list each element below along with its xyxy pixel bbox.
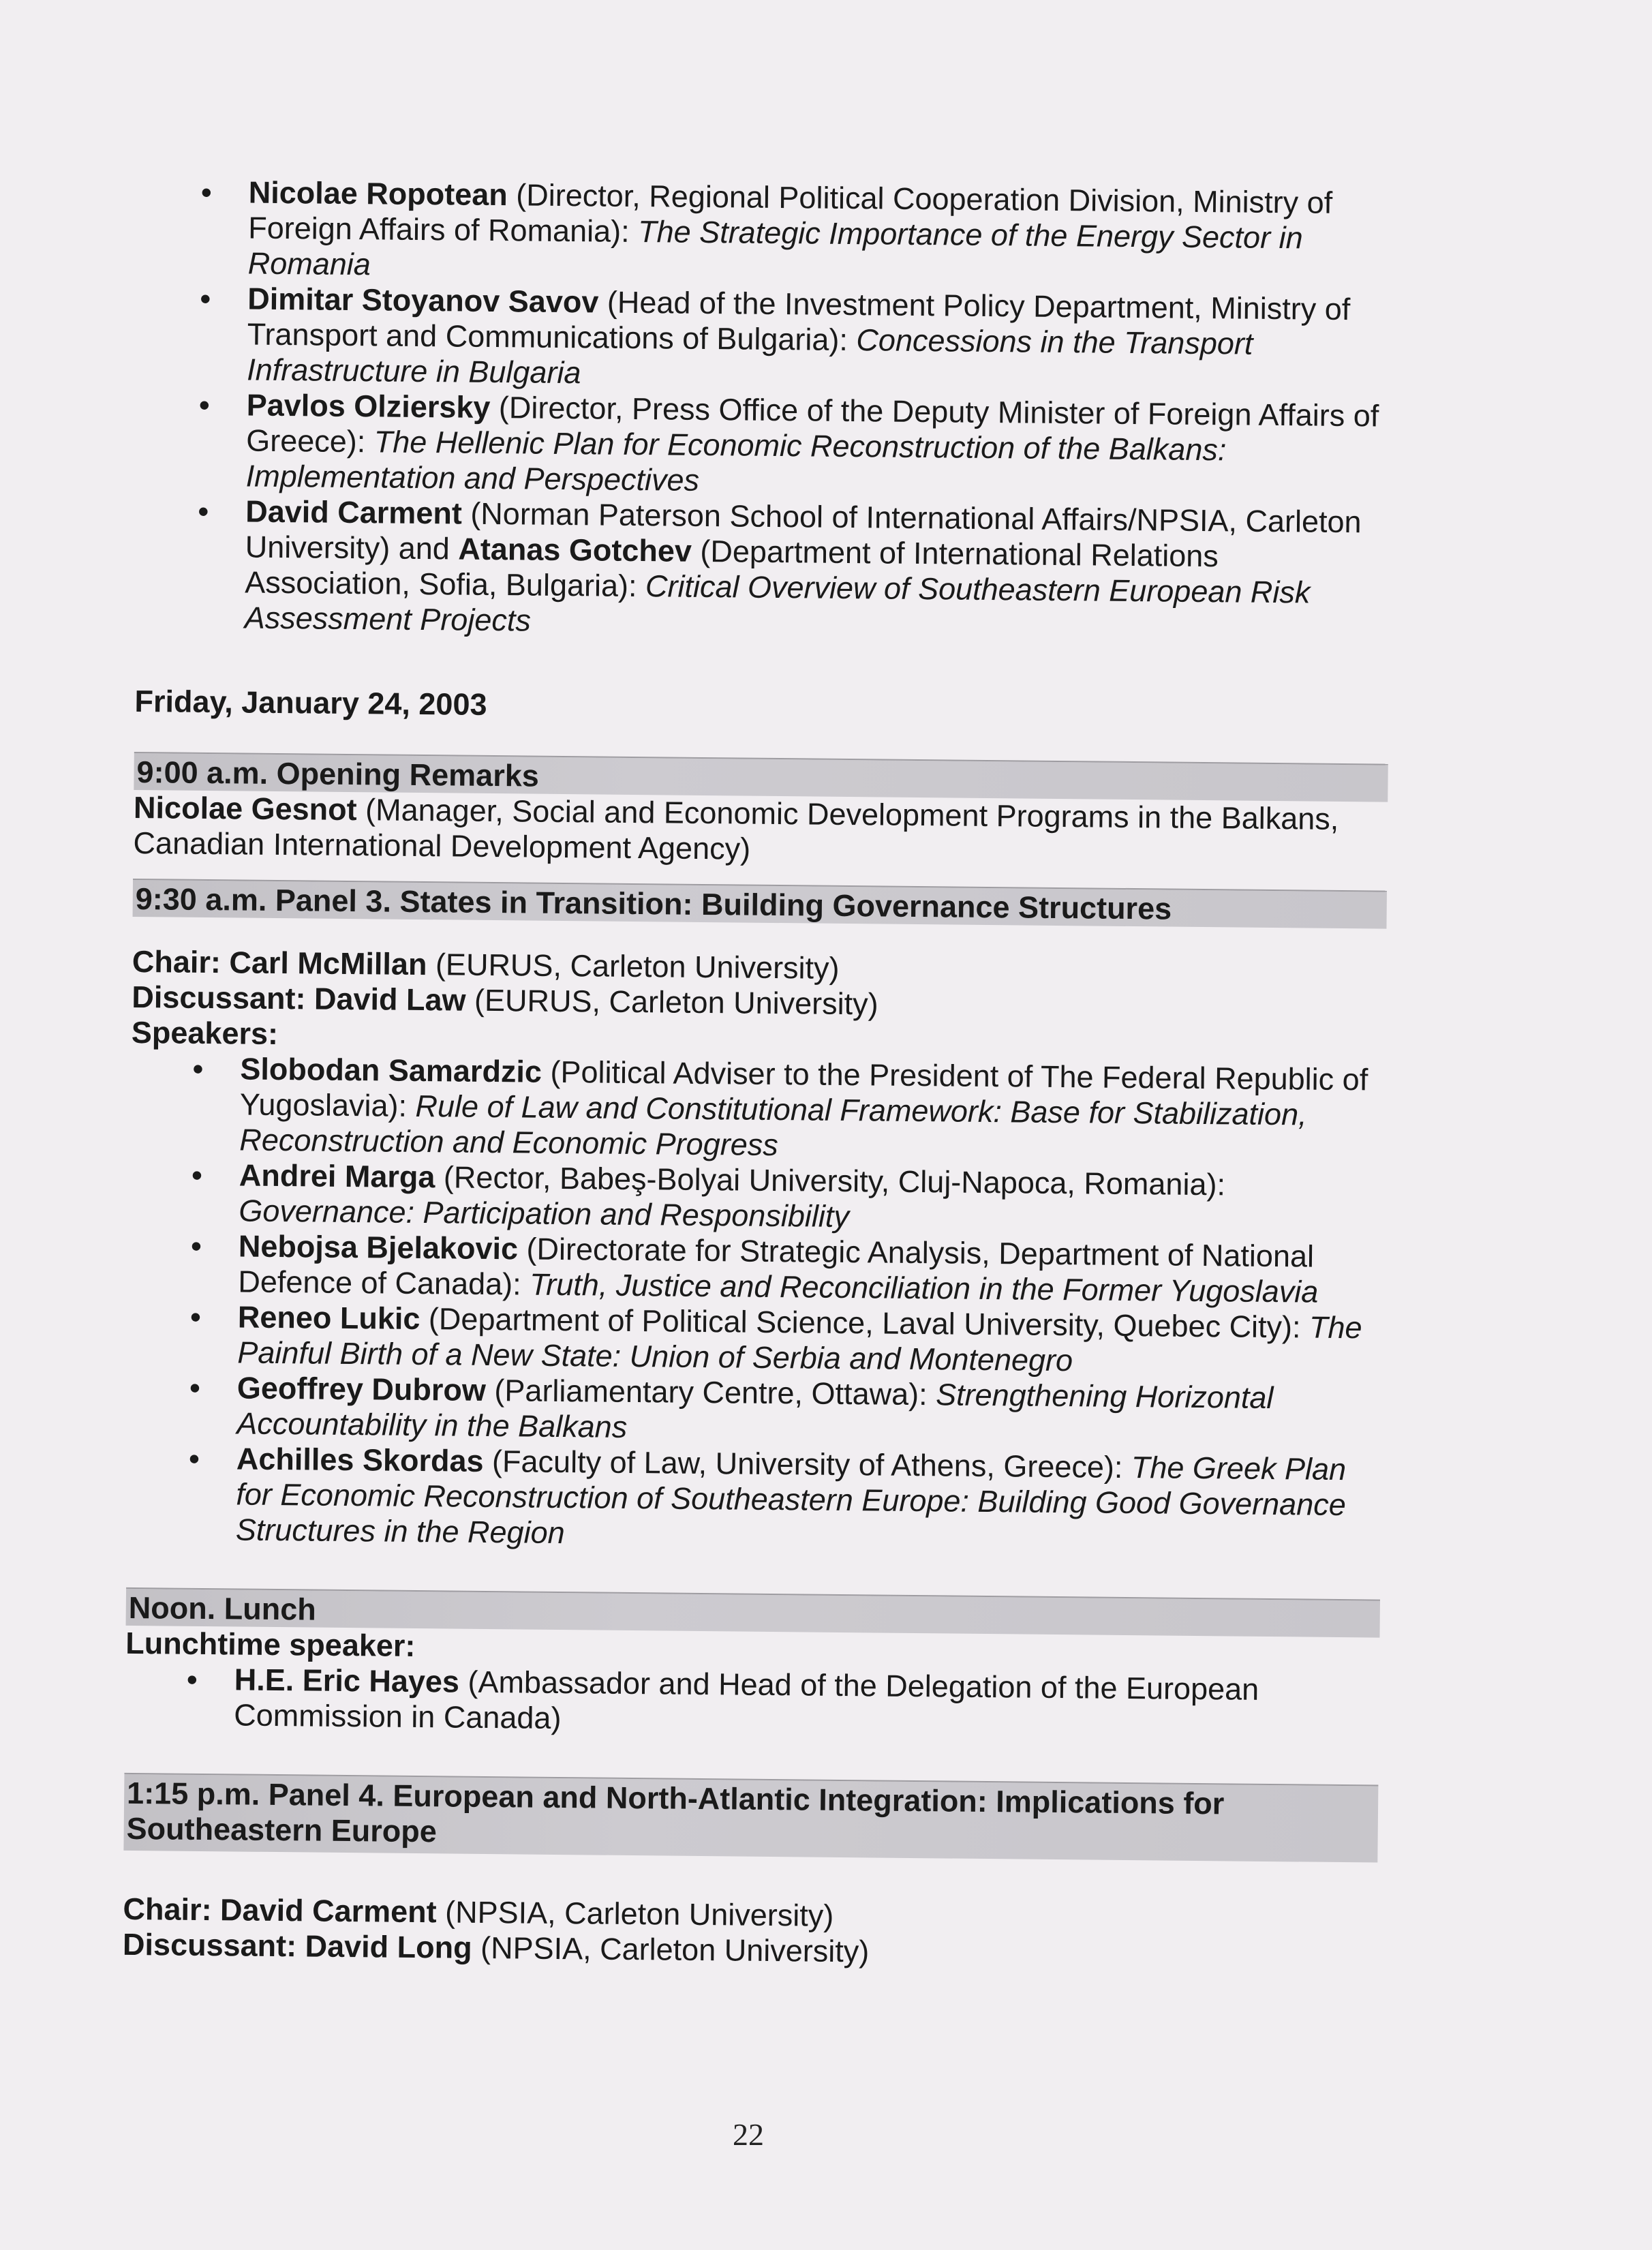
speaker-affiliation: (Ambassador and Head of the Delegation of the European Commission in Canada) — [234, 1664, 1259, 1736]
talk-title: The Greek Plan for Economic Reconstruction of Southeastern Europe: Building Good Governance Structures in the Region — [235, 1450, 1347, 1551]
opening-speaker — [133, 790, 1388, 873]
session-bar-opening: 9:00 a.m. Opening Remarks — [134, 752, 1388, 802]
discussant-name: David Law — [313, 981, 466, 1018]
talk-title: Critical Overview of Southeastern European Risk Assessment Projects — [244, 568, 1311, 638]
speaker-affiliation: (Rector, Babeş-Bolyai University, Cluj-Napoca, Romania): — [435, 1159, 1226, 1202]
list-item — [137, 386, 1392, 505]
panel4-section — [123, 1773, 1379, 1975]
speaker-affiliation: (Parliamentary Centre, Ottawa): — [485, 1372, 936, 1412]
session-bar-lunch: Noon. Lunch — [126, 1587, 1380, 1638]
speaker-name: Dimitar Stoyanov Savov — [247, 281, 599, 320]
speaker-affiliation: (Directorate for Strategic Analysis, Department of National Defence of Canada): — [238, 1231, 1315, 1302]
discussant-affiliation: (EURUS, Carleton University) — [465, 982, 878, 1022]
panel3-section — [127, 879, 1387, 1559]
speaker-name-2: Atanas Gotchev — [458, 531, 692, 568]
talk-title: Rule of Law and Constitutional Framework: Base for Stabilization, Reconstruction and Economic Progress — [239, 1088, 1307, 1163]
speaker-name: Andrei Marga — [239, 1157, 435, 1195]
list-item — [128, 1298, 1383, 1382]
speaker-name: H.E. Eric Hayes — [234, 1662, 460, 1699]
discussant-label: Discussant: — [122, 1926, 305, 1964]
page-content — [123, 174, 1394, 1975]
list-item — [127, 1440, 1381, 1559]
page-number: 22 — [733, 2117, 764, 2152]
session-bar-panel4: 1:15 p.m. Panel 4. European and North-Atlantic Integration: Implications for Southeastern Europe — [123, 1773, 1378, 1863]
chair-affiliation: (EURUS, Carleton University) — [427, 947, 840, 986]
list-item — [139, 174, 1394, 292]
speaker-affiliation: (Manager, Social and Economic Development Programs in the Balkans, Canadian International Development Agency) — [133, 792, 1339, 866]
list-item — [136, 493, 1391, 647]
discussant-affiliation: (NPSIA, Carleton University) — [472, 1930, 870, 1969]
speaker-name: Reneo Lukic — [237, 1299, 420, 1337]
list-item — [129, 1228, 1383, 1311]
speaker-affiliation: (Head of the Investment Policy Department, Ministry of Transport and Communications of Bulgaria): — [247, 284, 1351, 358]
speaker-affiliation: (Department of Political Science, Laval University, Quebec City): — [420, 1301, 1310, 1345]
discussant-name: David Long — [305, 1928, 472, 1965]
talk-title: The Painful Birth of a New State: Union of Serbia and Montenegro — [237, 1309, 1362, 1378]
speaker-name: Nicolae Gesnot — [133, 789, 357, 827]
speaker-name: Achilles Skordas — [236, 1441, 484, 1478]
lunch-speaker-label: Lunchtime speaker: — [125, 1625, 416, 1663]
speaker-name: Pavlos Olziersky — [246, 387, 491, 425]
list-item — [125, 1661, 1379, 1744]
speaker-affiliation: (Director, Press Office of the Deputy Minister of Foreign Affairs of Greece): — [246, 389, 1379, 459]
chair-affiliation: (NPSIA, Carleton University) — [436, 1894, 834, 1933]
chair-name: David Carment — [219, 1892, 437, 1930]
speaker-name: Geoffrey Dubrow — [236, 1370, 487, 1408]
talk-title: Strengthening Horizontal Accountability in the Balkans — [236, 1377, 1274, 1444]
talk-title: Governance: Participation and Responsibility — [239, 1193, 850, 1234]
list-item — [130, 1050, 1385, 1169]
list-item — [138, 280, 1392, 399]
speaker-name: Nicolae Ropotean — [248, 174, 508, 213]
speaker-name: David Carment — [245, 493, 463, 531]
speaker-affiliation: (Political Adviser to the President of The Federal Republic of Yugoslavia): — [239, 1054, 1368, 1123]
speaker-list-top — [136, 174, 1394, 647]
day-heading: Friday, January 24, 2003 — [134, 683, 487, 722]
speaker-affiliation: (Norman Paterson School of International Affairs/NPSIA, Carleton University) and — [245, 496, 1362, 566]
discussant-label: Discussant: — [132, 979, 315, 1016]
talk-title: Concessions in the Transport Infrastructure in Bulgaria — [247, 322, 1253, 391]
list-item — [127, 1369, 1382, 1453]
speaker-name: Nebojsa Bjelakovic — [238, 1228, 519, 1266]
list-item — [129, 1157, 1384, 1240]
speaker-affiliation: (Faculty of Law, University of Athens, Greece): — [483, 1443, 1132, 1485]
chair-label: Chair: — [132, 943, 230, 980]
session-bar-panel3: 9:30 a.m. Panel 3. States in Transition: Building Governance Structures — [133, 879, 1387, 929]
panel3-speaker-list — [127, 1050, 1386, 1559]
talk-title: The Strategic Importance of the Energy Sector in Romania — [247, 214, 1303, 282]
speaker-name: Slobodan Samardzic — [240, 1051, 542, 1089]
lunch-speaker-list — [125, 1661, 1379, 1744]
chair-name: Carl McMillan — [229, 945, 427, 982]
speaker-affiliation: (Director, Regional Political Cooperation Division, Ministry of Foreign Affairs of Romania): — [248, 177, 1333, 249]
speaker-affiliation-2: (Department of International Relations Association, Sofia, Bulgaria): — [245, 533, 1219, 604]
chair-label: Chair: — [123, 1891, 221, 1928]
talk-title: The Hellenic Plan for Economic Reconstruction of the Balkans: Implementation and Perspectives — [245, 424, 1227, 498]
lunch-section — [125, 1587, 1380, 1744]
speakers-label: Speakers: — [131, 1014, 279, 1052]
talk-title: Truth, Justice and Reconciliation in the Former Yugoslavia — [529, 1266, 1319, 1309]
opening-remarks-section — [133, 752, 1388, 873]
